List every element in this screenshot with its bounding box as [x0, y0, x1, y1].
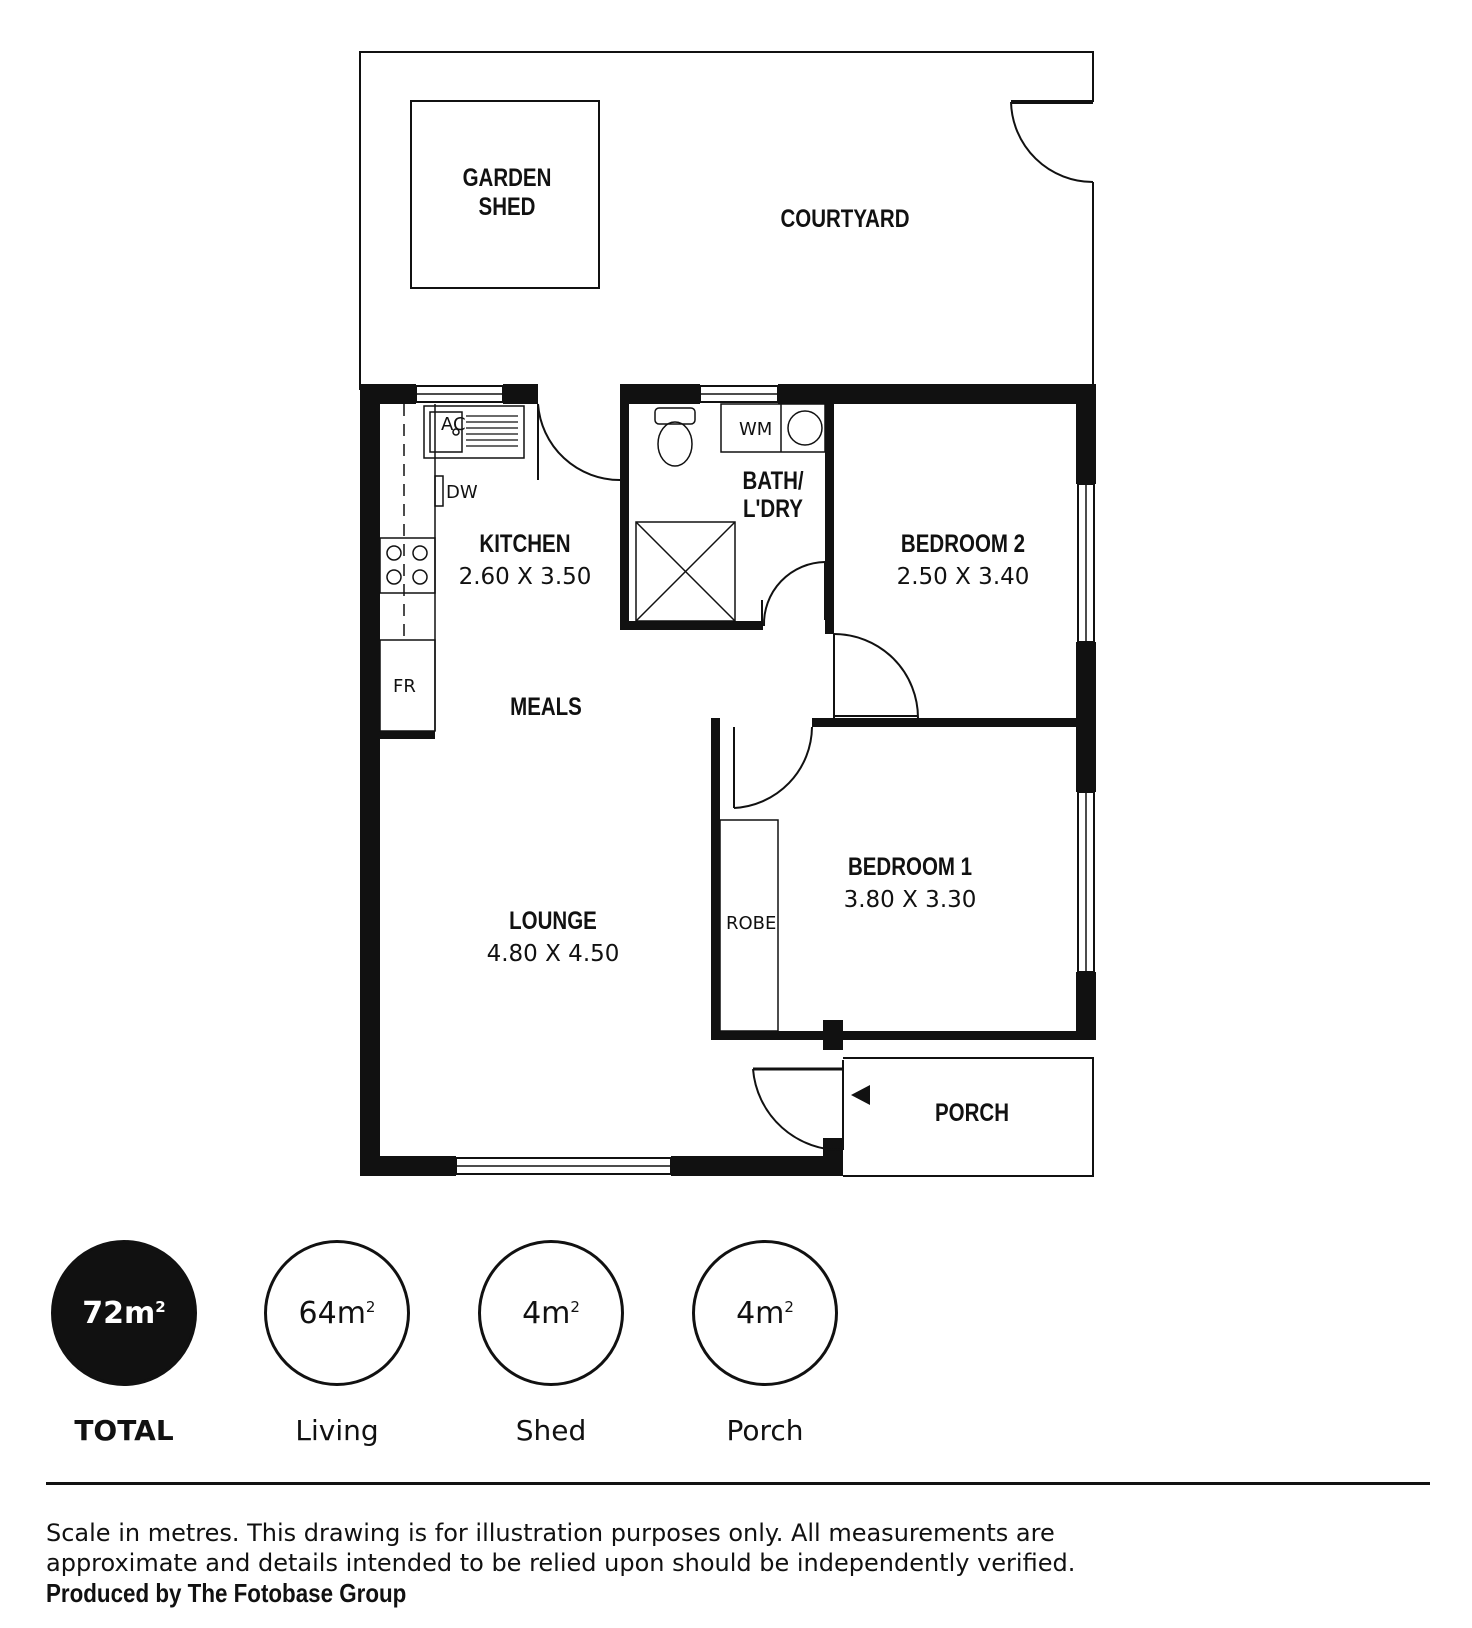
label-bedroom-2: BEDROOM 2 [900, 529, 1026, 558]
area-porch-circle: 4m $^2$ [692, 1240, 838, 1386]
area-porch-label: Porch [726, 1414, 804, 1447]
dim-lounge: 4.80 X 4.50 [486, 941, 620, 967]
label-bath-1: BATH/ [742, 466, 804, 495]
label-ac: AC [441, 414, 466, 435]
label-garden-shed-2: SHED [478, 192, 536, 221]
label-lounge: LOUNGE [509, 906, 597, 935]
divider [46, 1482, 1430, 1485]
disclaimer-line-2 [46, 1548, 1446, 1609]
area-porch [685, 1240, 845, 1447]
dim-bedroom-1: 3.80 X 3.30 [843, 887, 977, 913]
courtyard-outline [360, 52, 1093, 390]
area-total [44, 1240, 204, 1447]
disclaimer-line-2-text: approximate and details intended to be relied upon should be independently verified. [46, 1549, 1076, 1577]
company-name: The Fotobase Group [187, 1578, 407, 1608]
area-shed-label: Shed [515, 1414, 587, 1447]
area-summary [0, 1240, 1472, 1447]
dim-bedroom-2: 2.50 X 3.40 [896, 564, 1030, 590]
label-courtyard: COURTYARD [780, 204, 910, 233]
label-dw: DW [446, 482, 478, 503]
label-porch: PORCH [934, 1098, 1010, 1127]
label-robe: ROBE [726, 913, 777, 934]
label-bedroom-1: BEDROOM 1 [847, 852, 973, 881]
label-garden-shed-1: GARDEN [462, 163, 552, 192]
area-shed-circle: 4m $^2$ [478, 1240, 624, 1386]
area-total-label: TOTAL [74, 1414, 174, 1447]
area-living [257, 1240, 417, 1447]
area-total-circle: 72m $^2$ [51, 1240, 197, 1386]
label-meals: MEALS [510, 692, 582, 721]
entry-arrow [851, 1085, 870, 1105]
label-fr: FR [393, 676, 416, 697]
label-kitchen: KITCHEN [479, 529, 571, 558]
disclaimer [46, 1518, 1446, 1609]
produced-by: Produced by The Fotobase Group [46, 1578, 407, 1608]
disclaimer-line-1: Scale in metres. This drawing is for illustration purposes only. All measurements are [46, 1519, 1055, 1547]
area-living-label: Living [295, 1414, 379, 1447]
area-living-circle: 64m $^2$ [264, 1240, 410, 1386]
label-bath-2: L'DRY [743, 494, 803, 523]
dim-kitchen: 2.60 X 3.50 [458, 564, 592, 590]
area-shed [471, 1240, 631, 1447]
label-wm: WM [739, 419, 773, 440]
